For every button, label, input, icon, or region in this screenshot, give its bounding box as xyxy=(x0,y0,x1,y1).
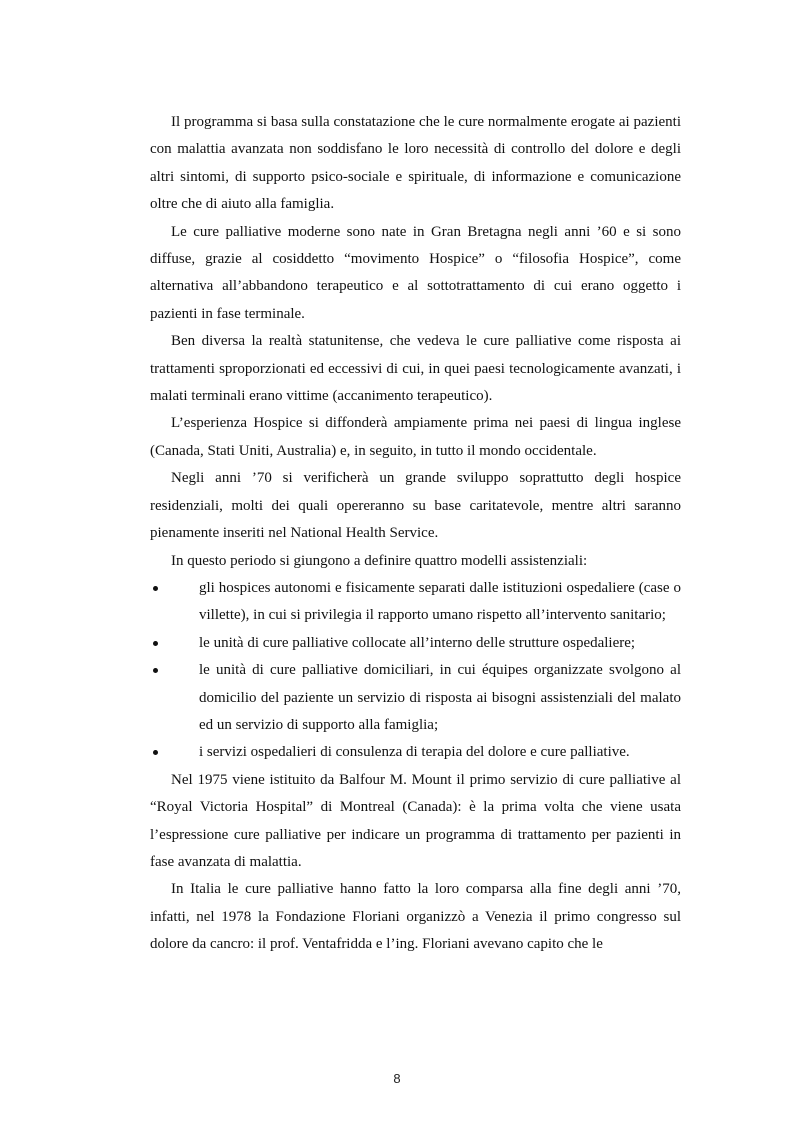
body-text xyxy=(150,109,681,959)
paragraph-modelli-intro: In questo periodo si giungono a definire quattro modelli assistenziali: xyxy=(171,552,588,569)
list-item-text: le unità di cure palliative domiciliari, in cui équipes organizzate svolgono al domicilio del paziente un servizio di risposta ai bisogni assistenziali del malato ed un servizio di supporto alla famiglia; xyxy=(199,662,681,733)
paragraph-origini-gran-bretagna: Le cure palliative moderne sono nate in Gran Bretagna negli anni ’60 e si sono diffuse, grazie al cosiddetto “movimento Hospice” o “filosofia Hospice”, come alternativa all’abbandono terapeutico e al sottotrattamento di cui erano oggetto i pazienti in fase terminale. xyxy=(150,223,681,322)
bullet-list xyxy=(150,575,681,767)
paragraph-italia: In Italia le cure palliative hanno fatto la loro comparsa alla fine degli anni ’70, infatti, nel 1978 la Fondazione Floriani organizzò a Venezia il primo congresso sul dolore da cancro: il prof. Ventafridda e l’ing. Floriani avevano capito che le xyxy=(150,881,681,953)
list-item-text: i servizi ospedalieri di consulenza di terapia del dolore e cure palliative. xyxy=(199,744,630,761)
list-item-text: le unità di cure palliative collocate all’interno delle strutture ospedaliere; xyxy=(199,634,636,651)
list-item xyxy=(150,575,681,630)
paragraph-anni-70: Negli anni ’70 si verificherà un grande sviluppo soprattutto degli hospice residenziali, molti dei quali opereranno su base caritatevole, mentre altri saranno pienamente inseriti nel National Health Service. xyxy=(150,470,681,542)
paragraph-realta-statunitense: Ben diversa la realtà statunitense, che vedeva le cure palliative come risposta ai trattamenti sproporzionati ed eccessivi di cui, in quei paesi tecnologicamente avanzati, i malati terminali erano vittime (accanimento terapeutico). xyxy=(150,333,681,405)
page-number: 8 xyxy=(393,1071,401,1086)
list-item xyxy=(150,739,681,766)
list-item-text: gli hospices autonomi e fisicamente separati dalle istituzioni ospedaliere (case o villette), in cui si privilegia il rapporto umano rispetto all’intervento sanitario; xyxy=(199,579,681,624)
paragraph-esperienza-hospice: L’esperienza Hospice si diffonderà ampiamente prima nei paesi di lingua inglese (Canada, Stati Uniti, Australia) e, in seguito, in tutto il mondo occidentale. xyxy=(150,415,681,459)
list-item xyxy=(150,657,681,739)
paragraph-1975-montreal: Nel 1975 viene istituito da Balfour M. Mount il primo servizio di cure palliative al “Royal Victoria Hospital” di Montreal (Canada): è la prima volta che viene usata l’espressione cure palliative per indicare un programma di trattamento per pazienti in fase avanzata di malattia. xyxy=(150,771,681,870)
list-item xyxy=(150,630,681,657)
paragraph-programma: Il programma si basa sulla constatazione che le cure normalmente erogate ai pazienti con malattia avanzata non soddisfano le loro necessità di controllo del dolore e degli altri sintomi, di supporto psico-sociale e spirituale, di informazione e comunicazione oltre che di aiuto alla famiglia. xyxy=(150,114,681,213)
